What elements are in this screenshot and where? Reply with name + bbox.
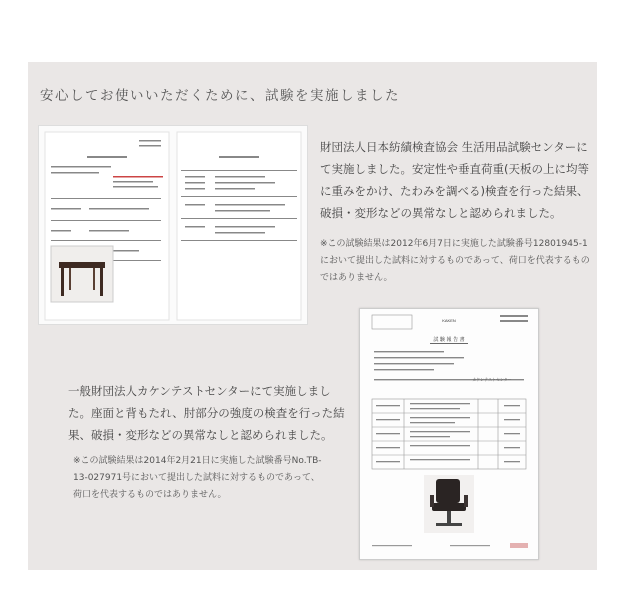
- section2-body: 一般財団法人カケンテストセンターにて実施しました。座面と背もたれ、肘部分の強度の検査を行った結果、破損・変形などの異常なしと認められました。: [68, 384, 345, 442]
- section-heading: 安心してお使いいただくために、試験を実施しました: [40, 88, 400, 104]
- test-report-image-table: [38, 125, 308, 325]
- center-name: カケンテストセンター: [472, 377, 512, 382]
- section1-body: 財団法人日本紡績検査協会 生活用品試験センターにて実施しました。安定性や垂直荷重(天板の上に均等に重みをかけ、たわみを調べる)検査を行った結果、破損・変形などの異常なしと認められました。: [320, 140, 589, 220]
- section1-note: ※この試験結果は2012年6月7日に実施した試験番号12801945-1において提出した試料に対するものであって、荷口を代表するものではありません。: [320, 239, 590, 283]
- report-title: 試 験 報 告 書: [433, 337, 465, 343]
- test-report-image-chair: [359, 308, 539, 560]
- report-pages-illustration: [39, 126, 307, 324]
- section2-note: ※この試験結果は2014年2月21日に実施した試験番号No.TB-13-027971号において提出した試料に対するものであって、荷口を代表するものではありません。: [73, 456, 322, 500]
- kaken-brand: KAKEN: [442, 318, 456, 323]
- kaken-report-illustration: [360, 309, 538, 559]
